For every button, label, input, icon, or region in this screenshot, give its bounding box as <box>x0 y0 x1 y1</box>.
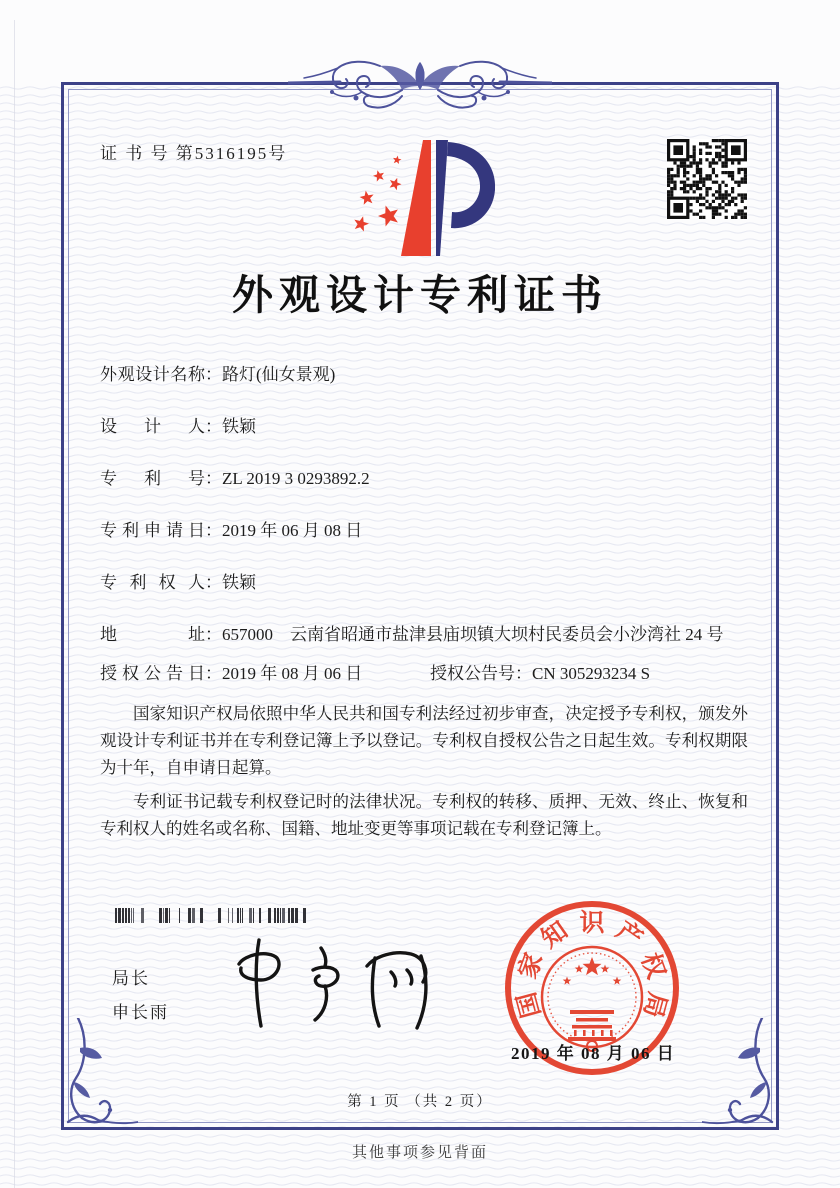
field-label: 专利权人 <box>100 573 205 592</box>
back-note: 其他事项参见背面 <box>351 1145 488 1161</box>
director-title: 局长 <box>112 969 150 988</box>
page-edge-line <box>14 20 15 1188</box>
field-colon: ： <box>515 664 532 683</box>
certificate-number: 证 书 号 第5316195号 <box>100 144 288 163</box>
barcode-icon <box>108 908 316 923</box>
seal-date: 2019 年 08 月 06 日 <box>511 1044 676 1063</box>
svg-text:国: 国 <box>513 989 546 1021</box>
field-value: ZL 2019 3 0293892.2 <box>222 469 370 488</box>
cnipa-logo-icon <box>345 132 505 262</box>
svg-text:产: 产 <box>611 916 648 954</box>
field-row-filing-date <box>100 518 748 544</box>
field-label: 授权公告日 <box>100 664 205 683</box>
field-colon: ： <box>205 521 222 540</box>
field-value: 657000 云南省昭通市盐津县庙坝镇大坝村民委员会小沙湾社 24 号 <box>222 625 724 644</box>
field-colon: ： <box>205 625 222 644</box>
field-value: 2019 年 06 月 08 日 <box>222 521 363 540</box>
field-colon: ： <box>205 469 222 488</box>
field-label: 授权公告号 <box>430 664 515 683</box>
field-row-design-name <box>100 362 748 388</box>
field-label: 专利申请日 <box>100 521 205 540</box>
field-colon: ： <box>205 417 222 436</box>
field-row-designer <box>100 414 748 440</box>
bottom-left-flourish-ornament-icon <box>58 1018 138 1128</box>
director-name: 申长雨 <box>112 1003 169 1022</box>
svg-text:识: 识 <box>579 910 605 937</box>
field-colon: ： <box>205 573 222 592</box>
svg-text:家: 家 <box>514 949 549 983</box>
certificate-title: 外观设计专利证书 <box>232 272 608 318</box>
field-value: CN 305293234 S <box>532 664 651 683</box>
field-value: 铁颖 <box>222 417 256 436</box>
field-label: 专利号 <box>100 469 205 488</box>
legal-paragraph: 国家知识产权局依照中华人民共和国专利法经过初步审查，决定授予专利权，颁发外观设计专利证书并在专利登记簿上予以登记。专利权自授权公告之日起生效。专利权期限为十年，自申请日起算。 <box>100 704 748 778</box>
field-label: 设计人 <box>100 417 205 436</box>
legal-text-block <box>100 700 748 849</box>
top-flourish-ornament-icon <box>288 52 552 116</box>
field-row-patent-number <box>100 466 748 492</box>
page-indicator: 第 1 页 （共 2 页） <box>347 1094 493 1110</box>
svg-text:局: 局 <box>638 989 671 1021</box>
field-row-patentee <box>100 570 748 596</box>
bottom-right-flourish-ornament-icon <box>702 1018 782 1128</box>
svg-text:知: 知 <box>536 916 573 954</box>
field-value: 铁颖 <box>222 573 256 592</box>
field-label: 外观设计名称 <box>100 365 205 384</box>
field-label: 地址 <box>100 625 205 644</box>
legal-paragraph: 专利证书记载专利权登记时的法律状况。专利权的转移、质押、无效、终止、恢复和专利权人的姓名或名称、国籍、地址变更等事项记载在专利登记簿上。 <box>100 792 748 839</box>
svg-text:权: 权 <box>635 949 670 983</box>
signature-graphic <box>225 928 455 1038</box>
qr-code-icon <box>667 139 747 219</box>
field-value: 2019 年 08 月 06 日 <box>222 664 363 683</box>
field-value: 路灯(仙女景观) <box>222 365 336 384</box>
director-block <box>112 962 169 1030</box>
field-colon: ： <box>205 365 222 384</box>
field-list <box>100 362 748 687</box>
field-colon: ： <box>205 664 222 683</box>
field-row-grant <box>100 661 748 687</box>
field-row-address <box>100 622 748 647</box>
